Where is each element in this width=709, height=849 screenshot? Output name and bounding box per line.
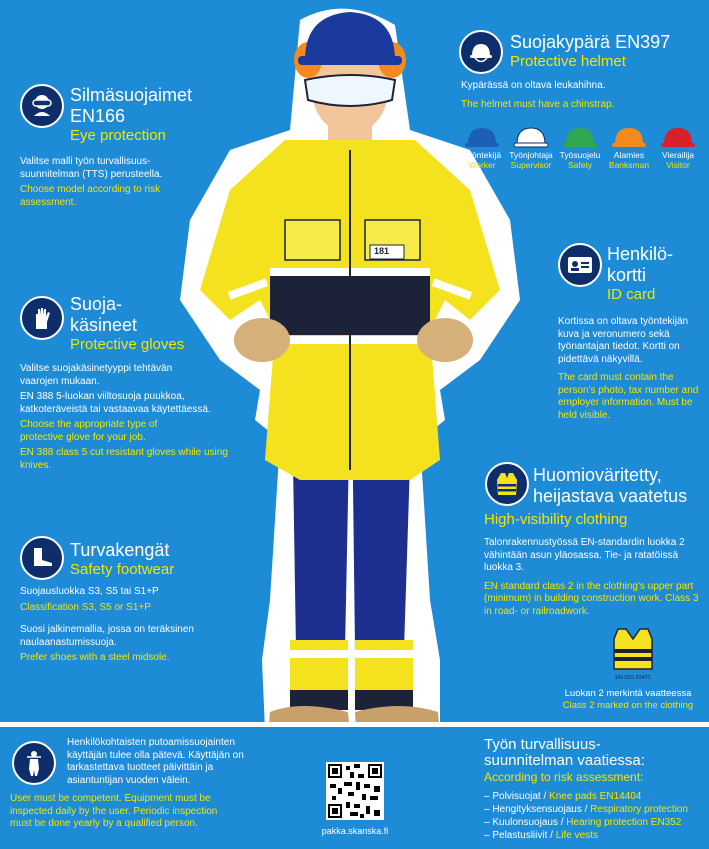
hivis-badge-text — [548, 688, 708, 712]
eye-title-fi: Silmäsuojaimet EN166 — [70, 85, 193, 126]
risk-title-fi-2: suunnitelman vaatiessa: — [484, 752, 645, 769]
risk-item-hearing: – Kuulonsuojaus / Hearing protection EN352 — [484, 817, 682, 828]
risk-section — [484, 737, 706, 842]
hivis-text-en: EN standard class 2 in the clothing's upper part (minimum) in building construction work. Class 3 in road- or railroadwork. — [484, 580, 699, 617]
qr-code[interactable] — [326, 762, 384, 820]
footwear-text — [20, 586, 220, 668]
gloves-text-fi-1: Valitse suojakäsinetyyppi tehtävän vaarojen mukaan. — [20, 363, 173, 387]
idcard-section — [607, 244, 707, 304]
harness-section — [67, 737, 259, 790]
hivis-title-fi-2: heijastava vaatetus — [533, 486, 688, 506]
hivis-section — [533, 465, 708, 507]
footwear-text-fi-1: Suojausluokka S3, S5 tai S1+P — [20, 586, 159, 597]
risk-item-knee-pads: – Polvisuojat / Knee pads EN14404 — [484, 791, 642, 802]
id-card-icon — [558, 243, 602, 287]
risk-item-life-vests: – Pelastusliivit / Life vests — [484, 830, 598, 841]
hivis-text-fi: Talonrakennustyössä EN-standardin luokka 2 vähintään asun yläosassa. Tie- ja ratatöissä luokka 3. — [484, 537, 685, 573]
eye-title-en: Eye protection — [70, 127, 166, 144]
qr-code-icon — [326, 762, 384, 820]
boot-icon — [20, 536, 64, 580]
footwear-text-en-2: Prefer shoes with a steel midsole. — [20, 652, 170, 663]
idcard-text-fi: Kortissa on oltava työntekijän kuva ja veronumero sekä työnantajan tiedot. Kortti on pidettävä näkyvillä. — [558, 316, 689, 365]
helmet-icon — [459, 30, 503, 74]
idcard-text-en: The card must contain the person's photo, tax number and employer information. Must be held visible. — [558, 372, 699, 421]
helmet-type-supervisor: Työnjohtaja Supervisor — [509, 126, 553, 170]
helmet-white-icon — [513, 126, 549, 148]
glove-icon — [20, 296, 64, 340]
gloves-text-en-2: EN 388 class 5 cut resistant gloves while using knives. — [20, 447, 228, 471]
gloves-text-en-1: Choose the appropriate type of protective glove for your job. — [20, 419, 158, 443]
eye-text-en: Choose model according to risk assessment. — [20, 184, 161, 208]
harness-text-en-wrap — [10, 793, 240, 834]
helmet-type-banksman: Alamies Banksman — [607, 126, 651, 170]
harness-text-en: User must be competent. Equipment must be inspected daily by the user. Periodic inspection must be done yearly by a qualified person. — [10, 793, 218, 829]
hivis-title-en: High-visibility clothing — [484, 511, 628, 528]
footwear-title-en: Safety footwear — [70, 561, 175, 578]
idcard-title-fi-1: Henkilö- — [607, 244, 674, 264]
footwear-text-en-1: Classification S3, S5 or S1+P — [20, 601, 151, 613]
helmet-green-icon — [562, 126, 598, 148]
eye-text — [20, 156, 180, 212]
footwear-title-fi: Turvakengät — [70, 540, 170, 560]
idcard-text — [558, 316, 706, 425]
helmet-title-en: Protective helmet — [510, 53, 626, 70]
helmet-type-visitor: Vierailija Visitor — [656, 126, 700, 170]
qr-url[interactable]: pakka.skanska.fi — [321, 826, 389, 836]
goggles-icon — [20, 84, 64, 128]
helmet-red-icon — [660, 126, 696, 148]
risk-item-respiratory: – Hengityksensuojaus / Respiratory protection — [484, 804, 688, 815]
helmet-text — [461, 80, 701, 114]
hivis-text — [484, 537, 706, 621]
vest-icon — [485, 462, 529, 506]
gloves-text — [20, 363, 235, 475]
gloves-title-en: Protective gloves — [70, 336, 185, 353]
hivis-badge-en: Class 2 marked on the clothing — [562, 700, 694, 711]
hivis-badge-fi: Luokan 2 merkintä vaatteessa — [564, 688, 692, 699]
idcard-title-en: ID card — [607, 286, 656, 303]
gloves-section — [70, 294, 220, 354]
eye-text-fi: Valitse malli työn turvallisuus-suunnitelman (TTS) perusteella. — [20, 156, 163, 180]
gloves-title-fi: Suoja-käsineet — [70, 294, 138, 335]
helmet-title-fi: Suojakypärä EN397 — [510, 32, 671, 52]
helmet-section — [510, 32, 700, 71]
helmet-text-en: The helmet must have a chinstrap. — [461, 98, 615, 110]
helmet-type-safety: Työsuojelu Safety — [558, 126, 602, 170]
harness-icon — [12, 741, 56, 785]
helmet-text-fi: Kypärässä on oltava leukahihna. — [461, 80, 606, 91]
helmet-blue-icon — [464, 126, 500, 148]
helmet-orange-icon — [611, 126, 647, 148]
chest-id-badge: 181 — [374, 246, 390, 256]
hivis-badge-label: EN ISO 20471 — [615, 675, 651, 681]
risk-title-en: According to risk assessment: — [484, 770, 644, 784]
helmet-type-worker: Työntekijä Worker — [460, 126, 504, 170]
footwear-text-fi-2: Suosi jalkinemallia, jossa on teräksinen naulaanastumissuoja. — [20, 624, 194, 648]
hivis-class-badge-icon — [612, 625, 654, 675]
eye-protection-section — [70, 85, 230, 145]
idcard-title-fi-2: kortti — [607, 265, 647, 285]
footwear-section — [70, 540, 230, 579]
risk-title-fi-1: Työn turvallisuus- — [484, 736, 601, 753]
harness-text-fi: Henkilökohtaisten putoamissuojainten käyttäjän tulee olla pätevä. Käyttäjän on tarkastettava tuotteet päivittäin ja asiantuntijan vuoden välein. — [67, 737, 244, 786]
gloves-text-fi-2: EN 388 5-luokan viiltosuoja puukkoa, katkoteräveistä tai vastaavaa käytettäessä. — [20, 391, 211, 415]
hivis-title-fi-1: Huomioväritetty, — [533, 465, 662, 485]
